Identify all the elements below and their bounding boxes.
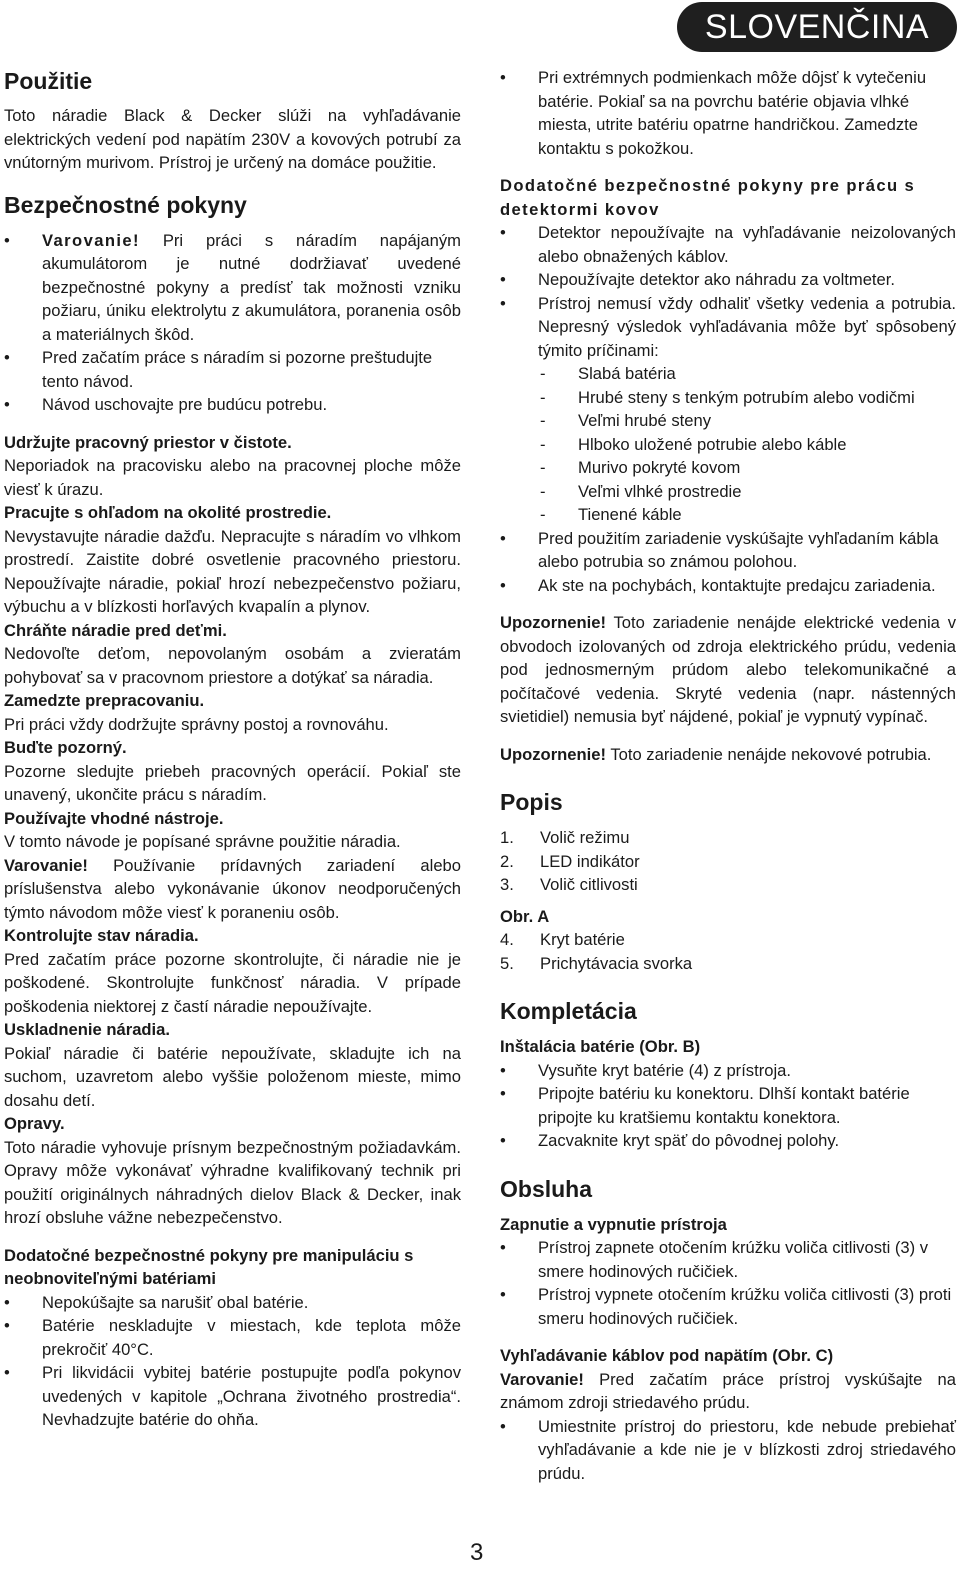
dash-glyph: - xyxy=(540,364,546,383)
install-bullet-1 xyxy=(500,1059,956,1083)
right-column xyxy=(500,66,956,1485)
figure-a-label: Obr. A xyxy=(500,906,550,926)
note-lead: Upozornenie! xyxy=(500,613,607,632)
part-number: 3. xyxy=(500,875,514,894)
install-bullet-2 xyxy=(500,1082,956,1129)
switch-title: Zapnutie a vypnutie prístroja xyxy=(500,1214,727,1234)
detector-bullet-3 xyxy=(500,292,956,363)
rule-heading: Udržujte pracovný priestor v čistote. xyxy=(4,432,292,452)
part-label: Volič citlivosti xyxy=(540,875,638,894)
note-1 xyxy=(500,611,956,729)
search-title: Vyhľadávanie káblov pod napätím (Obr. C) xyxy=(500,1346,834,1365)
detector-bullet-4 xyxy=(500,527,956,574)
bullet-text: Batérie neskladujte v miestach, kde teplota môže prekročiť 40°C. xyxy=(42,1316,461,1359)
dash-glyph: - xyxy=(540,505,546,524)
cause-item xyxy=(500,480,956,504)
part-item xyxy=(500,928,956,952)
cause-text: Hrubé steny s tenkým potrubím alebo vodičmi xyxy=(578,387,915,407)
bullet-glyph: • xyxy=(500,575,506,595)
bullet-text: Prístroj zapnete otočením krúžku voliča citlivosti (3) v smere hodinových ručičiek. xyxy=(538,1238,929,1281)
warning-text: Pred začatím práce prístroj vyskúšajte na známom zdroji striedavého prúdu. xyxy=(500,1369,956,1412)
rule-heading: Kontrolujte stav náradia. xyxy=(4,926,199,945)
bullet-text: Pri likvidácii vybitej batérie postupujte podľa pokynov uvedených v kapitole „Ochrana životného prostredia“. Nevhadzujte batérie do ohňa. xyxy=(42,1363,461,1429)
part-item xyxy=(500,873,956,897)
bullet-glyph: • xyxy=(500,223,506,242)
safety-bullet-2 xyxy=(4,346,461,393)
switch-bullet-2 xyxy=(500,1283,956,1330)
part-item xyxy=(500,826,956,850)
cause-item xyxy=(500,386,956,410)
bullet-glyph: • xyxy=(4,1316,10,1335)
detector-bullet-1 xyxy=(500,221,956,268)
bullet-glyph: • xyxy=(500,270,506,289)
cause-item xyxy=(500,456,956,480)
rule-text: V tomto návode je popísané správne použitie náradia. xyxy=(4,832,401,851)
note-text: Toto zariadenie nenájde nekovové potrubia. xyxy=(606,744,932,764)
bullet-text: Umiestnite prístroj do priestoru, kde nebude prebiehať vyhľadávanie a kde nie je v blízkosti zdroj striedavého prúdu. xyxy=(538,1416,956,1483)
part-item xyxy=(500,952,956,976)
left-column xyxy=(4,66,461,1432)
bullet-text: Prístroj vypnete otočením krúžku voliča citlivosti (3) proti smeru hodinových ručičiek. xyxy=(538,1285,952,1328)
bullet-glyph: • xyxy=(500,1131,506,1150)
bullet-text: Zacvaknite kryt späť do pôvodnej polohy. xyxy=(538,1131,840,1150)
note-lead: Upozornenie! xyxy=(500,744,607,764)
rule-heading: Zamedzte prepracovaniu. xyxy=(4,691,205,710)
bullet-glyph: • xyxy=(500,1416,506,1436)
detector-bullet-2 xyxy=(500,268,956,292)
cause-item xyxy=(500,362,956,386)
bullet-glyph: • xyxy=(4,1363,10,1382)
warning-lead: Varovanie! xyxy=(500,1369,584,1389)
rule-text: Pri práci vždy dodržujte správny postoj a rovnováhu. xyxy=(4,714,389,734)
bullet-glyph: • xyxy=(4,230,10,250)
search-warning xyxy=(500,1368,956,1415)
dash-glyph: - xyxy=(540,458,546,477)
rule-text: Pokiaľ náradie či batérie nepoužívate, skladujte ich na suchom, uzavretom alebo vyššie položenom mieste, mimo dosahu detí. xyxy=(4,1043,461,1110)
rule-heading: Chráňte náradie pred deťmi. xyxy=(4,620,227,640)
leak-bullet xyxy=(500,66,956,160)
detector-bullet-5 xyxy=(500,574,956,598)
bullet-glyph: • xyxy=(500,1060,506,1080)
warning-lead: Varovanie! xyxy=(4,855,88,875)
bullet-glyph: • xyxy=(500,68,506,87)
cause-text: Slabá batéria xyxy=(578,364,676,383)
dash-glyph: - xyxy=(540,434,546,454)
bullet-text: Vysuňte kryt batérie (4) z prístroja. xyxy=(538,1060,791,1080)
search-bullet xyxy=(500,1415,956,1486)
bullet-text: Pred začatím práce s náradím si pozorne preštudujte tento návod. xyxy=(42,348,433,391)
bullet-glyph: • xyxy=(500,1285,506,1304)
cause-item xyxy=(500,433,956,457)
cause-item xyxy=(500,503,956,527)
part-label: Prichytávacia svorka xyxy=(540,953,693,973)
part-number: 1. xyxy=(500,828,514,847)
cause-item xyxy=(500,409,956,433)
dash-glyph: - xyxy=(540,481,546,501)
rule-heading: Buďte pozorný. xyxy=(4,738,127,757)
battery-bullet-2 xyxy=(4,1314,461,1361)
dash-glyph: - xyxy=(540,387,546,407)
rule-text: Nevystavujte náradie dažďu. Nepracujte s náradím vo vlhkom prostredí. Zaistite dobré osvetlenie pracovného priestoru. Nepoužívajte náradie, pokiaľ hrozí nebezpečenstvo požiaru, výbuchu a v blízkosti horľavých kvapalín a plynov. xyxy=(4,526,461,616)
bullet-glyph: • xyxy=(500,1238,506,1257)
part-label: Kryt batérie xyxy=(540,930,625,949)
bullet-text: Prístroj nemusí vždy odhaliť všetky vedenia a potrubia. Nepresný výsledok vyhľadávania môže byť spôsobený týmito príčinami: xyxy=(538,293,956,360)
part-number: 2. xyxy=(500,851,514,871)
bullet-text: Pred použitím zariadenie vyskúšajte vyhľadaním kábla alebo potrubia so známou polohou. xyxy=(538,528,939,571)
bullet-text: Pri práci s náradím napájaným akumulátorom je nutné dodržiavať uvedené bezpečnostné pokyny a predísť tak možnosti vzniku požiaru, úniku elektrolytu z akumulátora, poranenia osôb a materiálnych škôd. xyxy=(42,230,461,344)
cause-text: Murivo pokryté kovom xyxy=(578,458,741,477)
page-number: 3 xyxy=(470,1539,484,1566)
rule-text: Neporiadok na pracovisku alebo na pracovnej ploche môže viesť k úrazu. xyxy=(4,456,461,499)
bullet-text: Ak ste na pochybách, kontaktujte predajcu zariadenia. xyxy=(538,575,936,595)
language-badge: SLOVENČINA xyxy=(677,2,957,52)
kompletacia-title: Kompletácia xyxy=(500,998,637,1024)
bullet-glyph: • xyxy=(4,348,10,367)
bullet-glyph: • xyxy=(500,1084,506,1103)
warning-lead: Varovanie! xyxy=(42,230,140,250)
bullet-glyph: • xyxy=(4,1292,10,1312)
part-item xyxy=(500,850,956,874)
rules-block xyxy=(4,431,461,1230)
switch-bullet-1 xyxy=(500,1236,956,1283)
battery-bullet-1 xyxy=(4,1291,461,1315)
bullet-text: Návod uschovajte pre budúcu potrebu. xyxy=(42,395,328,414)
rule-text: Pozorne sledujte priebeh pracovných operácií. Pokiaľ ste unavený, ukončite prácu s náradím. xyxy=(4,761,461,804)
usage-title: Použitie xyxy=(4,68,93,94)
safety-title: Bezpečnostné pokyny xyxy=(4,191,247,218)
rule-text: Pred začatím práce pozorne skontrolujte, či náradie nie je poškodené. Skontrolujte funkčnosť náradia. V prípade poškodenia niektorej z častí náradie nepoužívajte. xyxy=(4,949,461,1016)
bullet-text: Pripojte batériu ku konektoru. Dlhší kontakt batérie pripojte ku kratšiemu kontaktu konektora. xyxy=(538,1084,910,1127)
obsluha-title: Obsluha xyxy=(500,1175,593,1202)
safety-bullet-3 xyxy=(4,393,461,417)
cause-text: Veľmi vlhké prostredie xyxy=(578,481,742,501)
dash-glyph: - xyxy=(540,411,546,430)
cause-text: Veľmi hrubé steny xyxy=(578,411,712,430)
bullet-glyph: • xyxy=(500,528,506,548)
bullet-text: Nepokúšajte sa narušiť obal batérie. xyxy=(42,1292,309,1312)
bullet-text: Pri extrémnych podmienkach môže dôjsť k vytečeniu batérie. Pokiaľ sa na povrchu batérie objavia vlhké miesta, utrite batériu opatrne handričkou. Zamedzte kontaktu s pokožkou. xyxy=(538,68,927,158)
bullet-glyph: • xyxy=(4,395,10,414)
detector-title-text: Dodatočné bezpečnostné pokyny pre prácu s detektormi kovov xyxy=(500,176,916,219)
install-bullet-3 xyxy=(500,1129,956,1153)
cause-text: Tienené káble xyxy=(578,505,682,524)
warning-paragraph xyxy=(4,854,461,925)
install-title: Inštalácia batérie (Obr. B) xyxy=(500,1037,701,1056)
rule-text: Nedovoľte deťom, nepovolaným osobám a zvieratám pohybovať sa v pracovnom priestore a dotýkať sa náradia. xyxy=(4,644,461,687)
popis-title: Popis xyxy=(500,789,563,815)
note-text: Toto zariadenie nenájde elektrické vedenia v obvodoch izolovaných od zdroja elektrického prúdu, vedenia pod jednosmerným prúdom alebo telekomunikačné a počítačové vedenia. Skryté vedenia (napr. nástenných svietidiel) nemusia byť nájdené, pokiaľ je vypnutý vypínač. xyxy=(500,613,956,726)
part-label: LED indikátor xyxy=(540,851,640,871)
safety-bullet-1 xyxy=(4,229,461,347)
battery-title: Dodatočné bezpečnostné pokyny pre manipuláciu s neobnoviteľnými batériami xyxy=(4,1245,414,1288)
battery-bullet-3 xyxy=(4,1361,461,1432)
part-label: Volič režimu xyxy=(540,828,630,847)
note-2 xyxy=(500,743,956,767)
part-number: 4. xyxy=(500,930,514,949)
bullet-glyph: • xyxy=(500,293,506,313)
usage-text: Toto náradie Black & Decker slúži na vyhľadávanie elektrických vedení pod napätím 230V a kovových potrubí za vnútorným murivom. Prístroj je určený na domáce použitie. xyxy=(4,106,461,172)
rule-text: Toto náradie vyhovuje prísnym bezpečnostným požiadavkám. Opravy môže vykonávať výhradne kvalifikovaný technik pri použití originálnych náhradných dielov Black & Decker, inak hrozí obsluhe vážne nebezpečenstvo. xyxy=(4,1137,461,1227)
rule-heading: Opravy. xyxy=(4,1114,65,1133)
bullet-text: Detektor nepoužívajte na vyhľadávanie neizolovaných alebo obnažených káblov. xyxy=(538,223,956,266)
rule-heading: Pracujte s ohľadom na okolité prostredie. xyxy=(4,503,332,522)
warning-text: Používanie prídavných zariadení alebo príslušenstva alebo vykonávanie úkonov neodporučených týmto návodom môže viesť k poraneniu osôb. xyxy=(4,855,461,922)
cause-text: Hlboko uložené potrubie alebo káble xyxy=(578,434,847,454)
rule-heading: Uskladnenie náradia. xyxy=(4,1020,171,1039)
rule-heading: Používajte vhodné nástroje. xyxy=(4,808,224,828)
detector-title xyxy=(500,174,956,221)
bullet-text: Nepoužívajte detektor ako náhradu za voltmeter. xyxy=(538,270,895,289)
part-number: 5. xyxy=(500,953,514,973)
